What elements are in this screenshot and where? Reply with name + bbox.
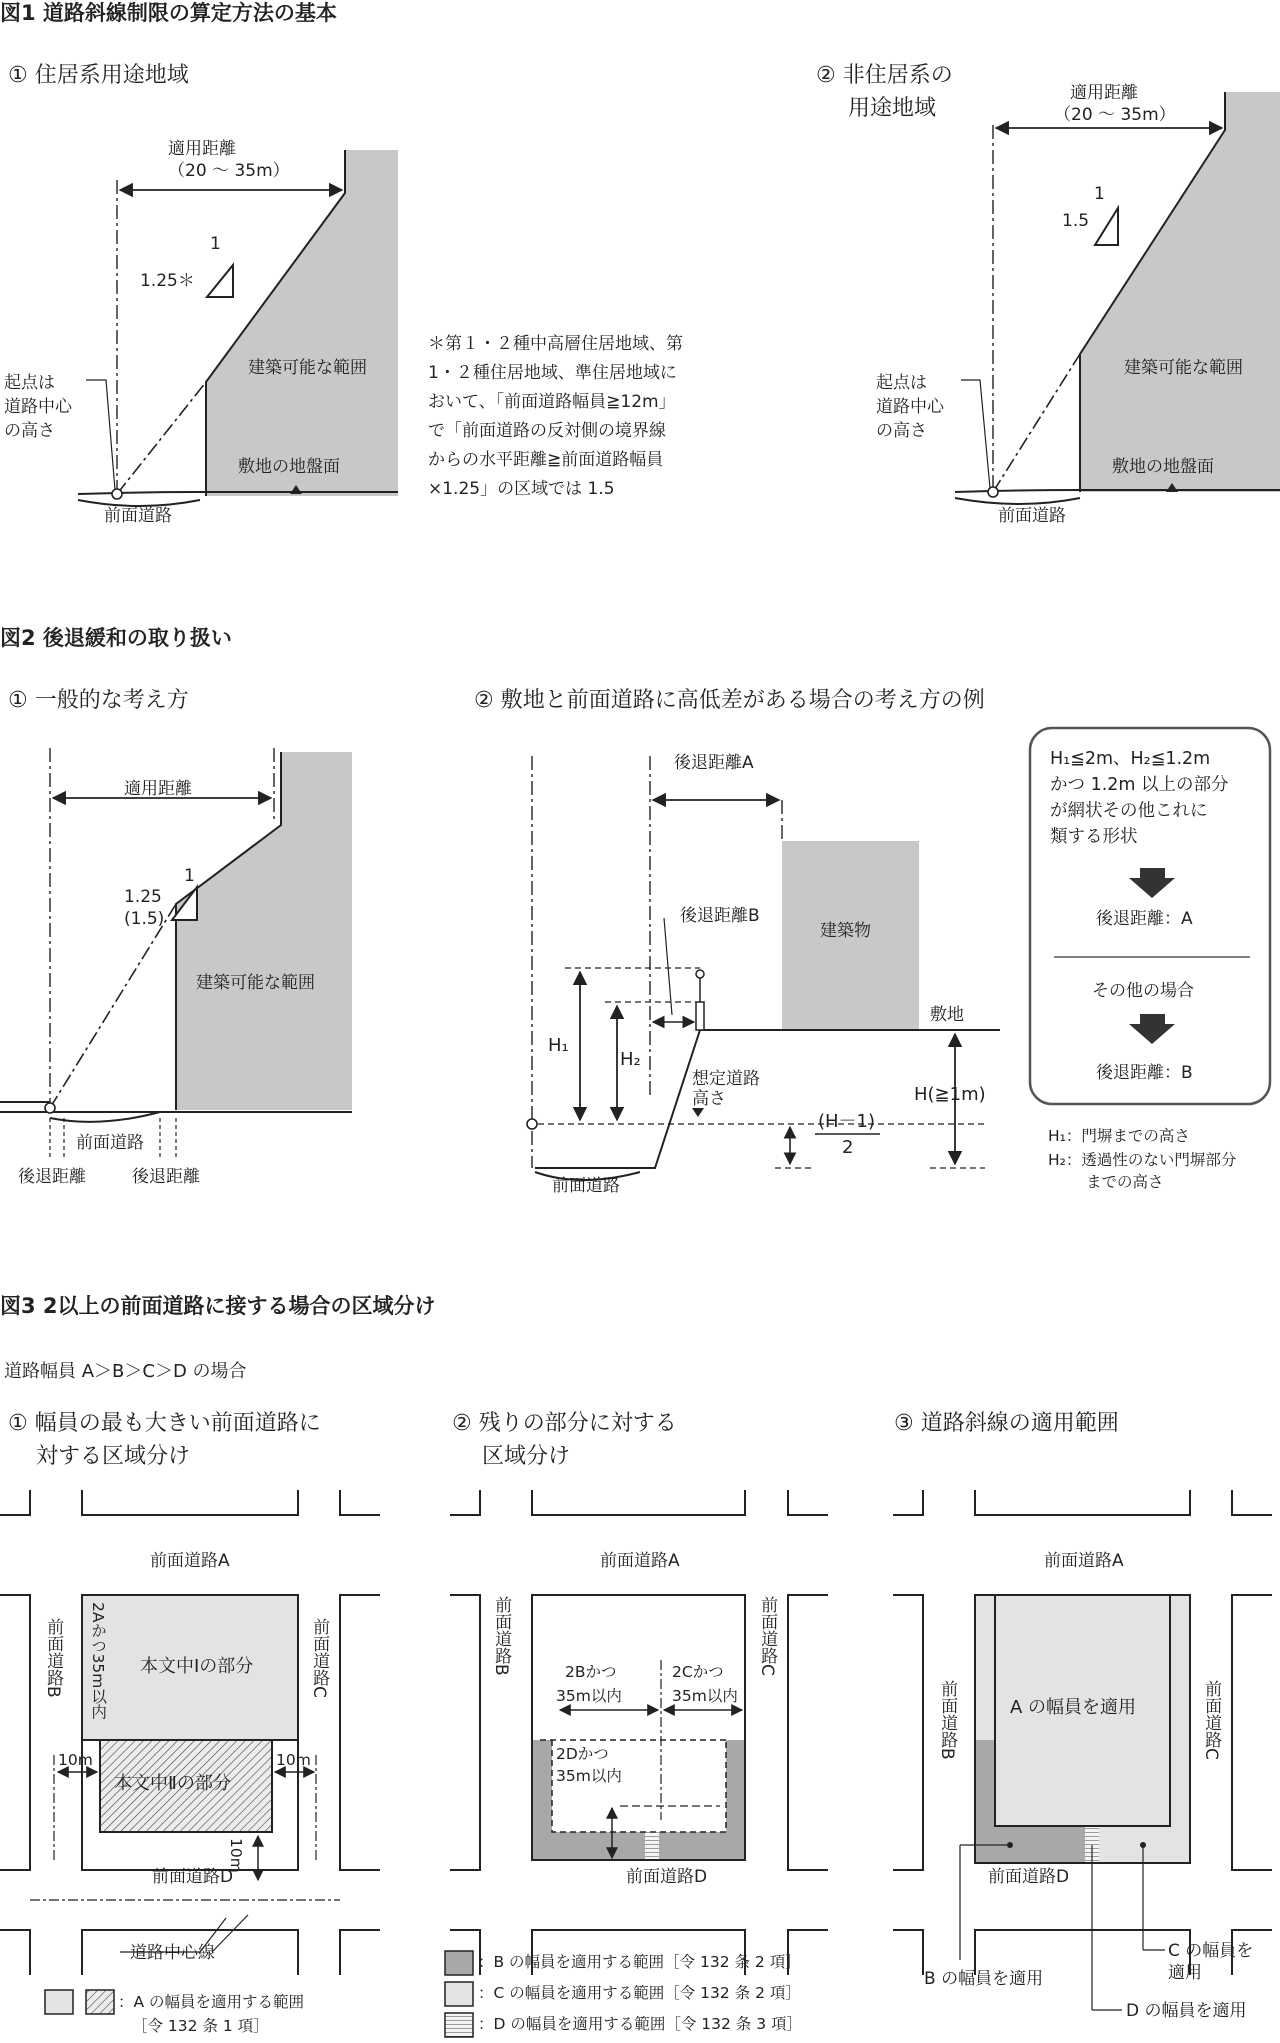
fig3-p2-2d-1: 2Dかつ bbox=[556, 1745, 609, 1763]
fig2-h1-label: H₁ bbox=[548, 1035, 569, 1056]
fig3-p1-road-b: 前面道路B bbox=[43, 1618, 64, 1698]
fig3-p2-heading-2: 区域分け bbox=[482, 1444, 571, 1469]
fig1-right-origin-2: 道路中心 bbox=[876, 397, 944, 417]
fig1-left-dist-label: 適用距離 bbox=[168, 139, 236, 159]
fig3-p1-part2: 本文中Ⅱの部分 bbox=[114, 1773, 231, 1794]
fig2-box-conditions bbox=[1050, 746, 1229, 850]
fig1-left-origin-1: 起点は bbox=[4, 373, 55, 393]
fig2-box-line: かつ 1.2m 以上の部分 bbox=[1050, 775, 1229, 795]
fig1-left-origin-2: 道路中心 bbox=[4, 397, 72, 417]
fig1-right-ratio-side: 1.5 bbox=[1062, 211, 1090, 231]
fig2-left-setback-right: 後退距離 bbox=[132, 1167, 200, 1187]
fig1-title: 図1 道路斜線制限の算定方法の基本 bbox=[0, 1, 337, 25]
fig3-p1-part1: 本文中Ⅰの部分 bbox=[140, 1656, 254, 1677]
fig3-p1-heading-1: ① 幅員の最も大きい前面道路に bbox=[8, 1411, 321, 1436]
fig3-p2-road-c: 前面道路C bbox=[757, 1596, 778, 1676]
fig3-p2-heading-1: ② 残りの部分に対する bbox=[452, 1411, 677, 1436]
fig1-left-ratio-top: 1 bbox=[210, 234, 221, 254]
fig3-p3-apply-d: D の幅員を適用 bbox=[1126, 2001, 1247, 2021]
fig2-left-ratio-side2: (1.5) bbox=[124, 909, 165, 929]
fig1-right-origin-3: の高さ bbox=[876, 421, 927, 441]
fig3-p3-road-c: 前面道路C bbox=[1201, 1680, 1222, 1760]
fig2-box-result-b: 後退距離：B bbox=[1096, 1063, 1193, 1083]
fig1-note-line: からの水平距離≧前面道路幅員 bbox=[428, 450, 664, 470]
fig1-right-dist-range: （20 ～ 35m） bbox=[1054, 105, 1176, 125]
fig2-box-line: H₁≦2m、H₂≦1.2m bbox=[1050, 749, 1211, 769]
fig1-right-buildable-label: 建築可能な範囲 bbox=[1124, 358, 1243, 378]
fig3-p3-road-d: 前面道路D bbox=[988, 1867, 1070, 1887]
fig1-note-line: ×1.25」の区域では 1.5 bbox=[428, 479, 615, 499]
fig1-note bbox=[428, 330, 683, 504]
fig1-note-line: ＊第１・２種中高層住居地域、第 bbox=[428, 334, 683, 354]
fig3-p1-ten-left: 10m bbox=[58, 1751, 93, 1769]
fig2-box-result-a: 後退距離：A bbox=[1096, 909, 1193, 929]
fig2-left-ratio-top: 1 bbox=[184, 866, 195, 886]
fig2-right-heading: ② 敷地と前面道路に高低差がある場合の考え方の例 bbox=[474, 688, 985, 713]
fig3-p2-road-d: 前面道路D bbox=[626, 1867, 708, 1887]
fig3-p3-heading: ③ 道路斜線の適用範囲 bbox=[894, 1411, 1119, 1436]
fig3-p1-ten-right: 10m bbox=[276, 1751, 311, 1769]
fig3-p2-2c-2: 35m以内 bbox=[672, 1687, 738, 1705]
fig1-note-line: で「前面道路の反対側の境界線 bbox=[428, 421, 666, 441]
fig3-subtitle: 道路幅員 A＞B＞C＞D の場合 bbox=[4, 1361, 247, 1382]
fig3-p3-road-b: 前面道路B bbox=[937, 1680, 958, 1760]
fig1-right-heading-1: ② 非住居系の bbox=[816, 63, 953, 88]
fig3-legend-a-2: ［令 132 条 1 項］ bbox=[132, 2017, 269, 2035]
fig3-legend-d: ：D の幅員を適用する範囲［令 132 条 3 項］ bbox=[478, 2015, 803, 2033]
fig3-p1-ten-vert: 10m bbox=[227, 1838, 246, 1873]
fig2-left-dist-label: 適用距離 bbox=[124, 779, 192, 799]
fig3-p1-vert-label: 2Aかつ35m以内 bbox=[89, 1602, 108, 1720]
fig3-p3-apply-c-2: 適用 bbox=[1168, 1963, 1202, 1983]
fig1-right-origin-1: 起点は bbox=[876, 373, 927, 393]
fig3-p2-2c-1: 2Cかつ bbox=[672, 1663, 724, 1681]
fig2-right-diagram bbox=[527, 756, 1000, 1180]
fig1-right-ground-label: 敷地の地盤面 bbox=[1112, 457, 1214, 477]
fig2-box-other: その他の場合 bbox=[1092, 981, 1194, 1001]
fig2-setback-b: 後退距離B bbox=[680, 906, 760, 926]
fig3-p2-2d-2: 35m以内 bbox=[556, 1767, 622, 1785]
fig3-p1-road-d: 前面道路D bbox=[152, 1867, 234, 1887]
fig1-left-road-label: 前面道路 bbox=[104, 506, 172, 526]
fig1-right-buildable-area bbox=[1080, 92, 1280, 492]
fig1-left-origin-3: の高さ bbox=[4, 421, 55, 441]
fig1-note-line: 1・２種住居地域、準住居地域に bbox=[428, 363, 677, 383]
fig2-legend-h2-1: H₂：透過性のない門塀部分 bbox=[1048, 1151, 1237, 1169]
fig2-site-label: 敷地 bbox=[930, 1005, 964, 1025]
fig3-p2-road-a: 前面道路A bbox=[600, 1551, 680, 1571]
fig2-left-road-label: 前面道路 bbox=[76, 1133, 144, 1153]
fig2-box-line: 類する形状 bbox=[1050, 827, 1138, 847]
fig2-setback-a: 後退距離A bbox=[674, 753, 754, 773]
fig1-right-heading-2: 用途地域 bbox=[848, 96, 937, 121]
fig2-legend-h2-2: までの高さ bbox=[1086, 1173, 1164, 1191]
fig1-left-buildable-area bbox=[206, 150, 398, 496]
fig2-building-label: 建築物 bbox=[820, 921, 871, 941]
fig2-left-buildable-area bbox=[176, 752, 352, 1110]
fig2-h-ge-label: H(≧1m) bbox=[914, 1084, 986, 1105]
fig2-assumed-2: 高さ bbox=[692, 1089, 726, 1109]
fig1-left-heading: ① 住居系用途地域 bbox=[8, 63, 189, 88]
fig3-p2-2b-2: 35m以内 bbox=[556, 1687, 622, 1705]
fig1-left-ratio-side: 1.25＊ bbox=[140, 271, 195, 291]
fig3-p2-2b-1: 2Bかつ bbox=[565, 1663, 617, 1681]
fig1-left-diagram bbox=[78, 150, 398, 506]
fig3-p3-road-a: 前面道路A bbox=[1044, 1551, 1124, 1571]
fig1-left-buildable-label: 建築可能な範囲 bbox=[248, 358, 367, 378]
fig3-p2-road-b: 前面道路B bbox=[491, 1596, 512, 1676]
fig2-box-line: が網状その他これに bbox=[1050, 801, 1208, 821]
fig2-h2-label: H₂ bbox=[620, 1049, 641, 1070]
fig2-left-ratio-side1: 1.25 bbox=[124, 887, 162, 907]
fig1-left-dist-range: （20 ～ 35m） bbox=[168, 161, 290, 181]
fig1-left-ground-label: 敷地の地盤面 bbox=[238, 457, 340, 477]
fig3-p1-heading-2: 対する区域分け bbox=[36, 1444, 191, 1469]
fig2-left-setback-left: 後退距離 bbox=[18, 1167, 86, 1187]
fig2-formula-num: (H－1) bbox=[818, 1111, 876, 1132]
fig1-right-diagram bbox=[955, 92, 1280, 504]
fig3-legend-b: ：B の幅員を適用する範囲［令 132 条 2 項］ bbox=[478, 1953, 801, 1971]
fig2-left-diagram bbox=[0, 748, 352, 1160]
fig3-p3-apply-c-1: C の幅員を bbox=[1168, 1941, 1254, 1961]
fig1-note-line: おいて、「前面道路幅員≧12m」 bbox=[428, 392, 676, 412]
fig3-legend-a-1: ：A の幅員を適用する範囲 bbox=[118, 1993, 305, 2011]
fig2-right-road-label: 前面道路 bbox=[552, 1176, 620, 1196]
fig3-p3-apply-b: B の幅員を適用 bbox=[924, 1969, 1044, 1989]
fig1-right-road-label: 前面道路 bbox=[998, 506, 1066, 526]
fig2-title: 図2 後退緩和の取り扱い bbox=[0, 626, 232, 650]
fig3-p3-apply-a: A の幅員を適用 bbox=[1010, 1697, 1137, 1718]
fig1-right-ratio-top: 1 bbox=[1094, 184, 1105, 204]
fig3-p1-road-a: 前面道路A bbox=[150, 1551, 230, 1571]
fig2-legend-h1: H₁：門塀までの高さ bbox=[1048, 1127, 1190, 1145]
fig1-right-dist-label: 適用距離 bbox=[1070, 83, 1138, 103]
fig3-p1-center-line: 道路中心線 bbox=[130, 1943, 215, 1963]
fig2-left-heading: ① 一般的な考え方 bbox=[8, 688, 189, 713]
fig3-p1-road-c: 前面道路C bbox=[309, 1618, 330, 1698]
fig3-legend-c: ：C の幅員を適用する範囲［令 132 条 2 項］ bbox=[478, 1984, 801, 2002]
fig2-assumed-1: 想定道路 bbox=[692, 1069, 760, 1089]
fig2-left-buildable-label: 建築可能な範囲 bbox=[196, 973, 315, 993]
fig2-formula-den: 2 bbox=[842, 1137, 854, 1158]
fig3-title: 図3 2以上の前面道路に接する場合の区域分け bbox=[0, 1294, 436, 1318]
